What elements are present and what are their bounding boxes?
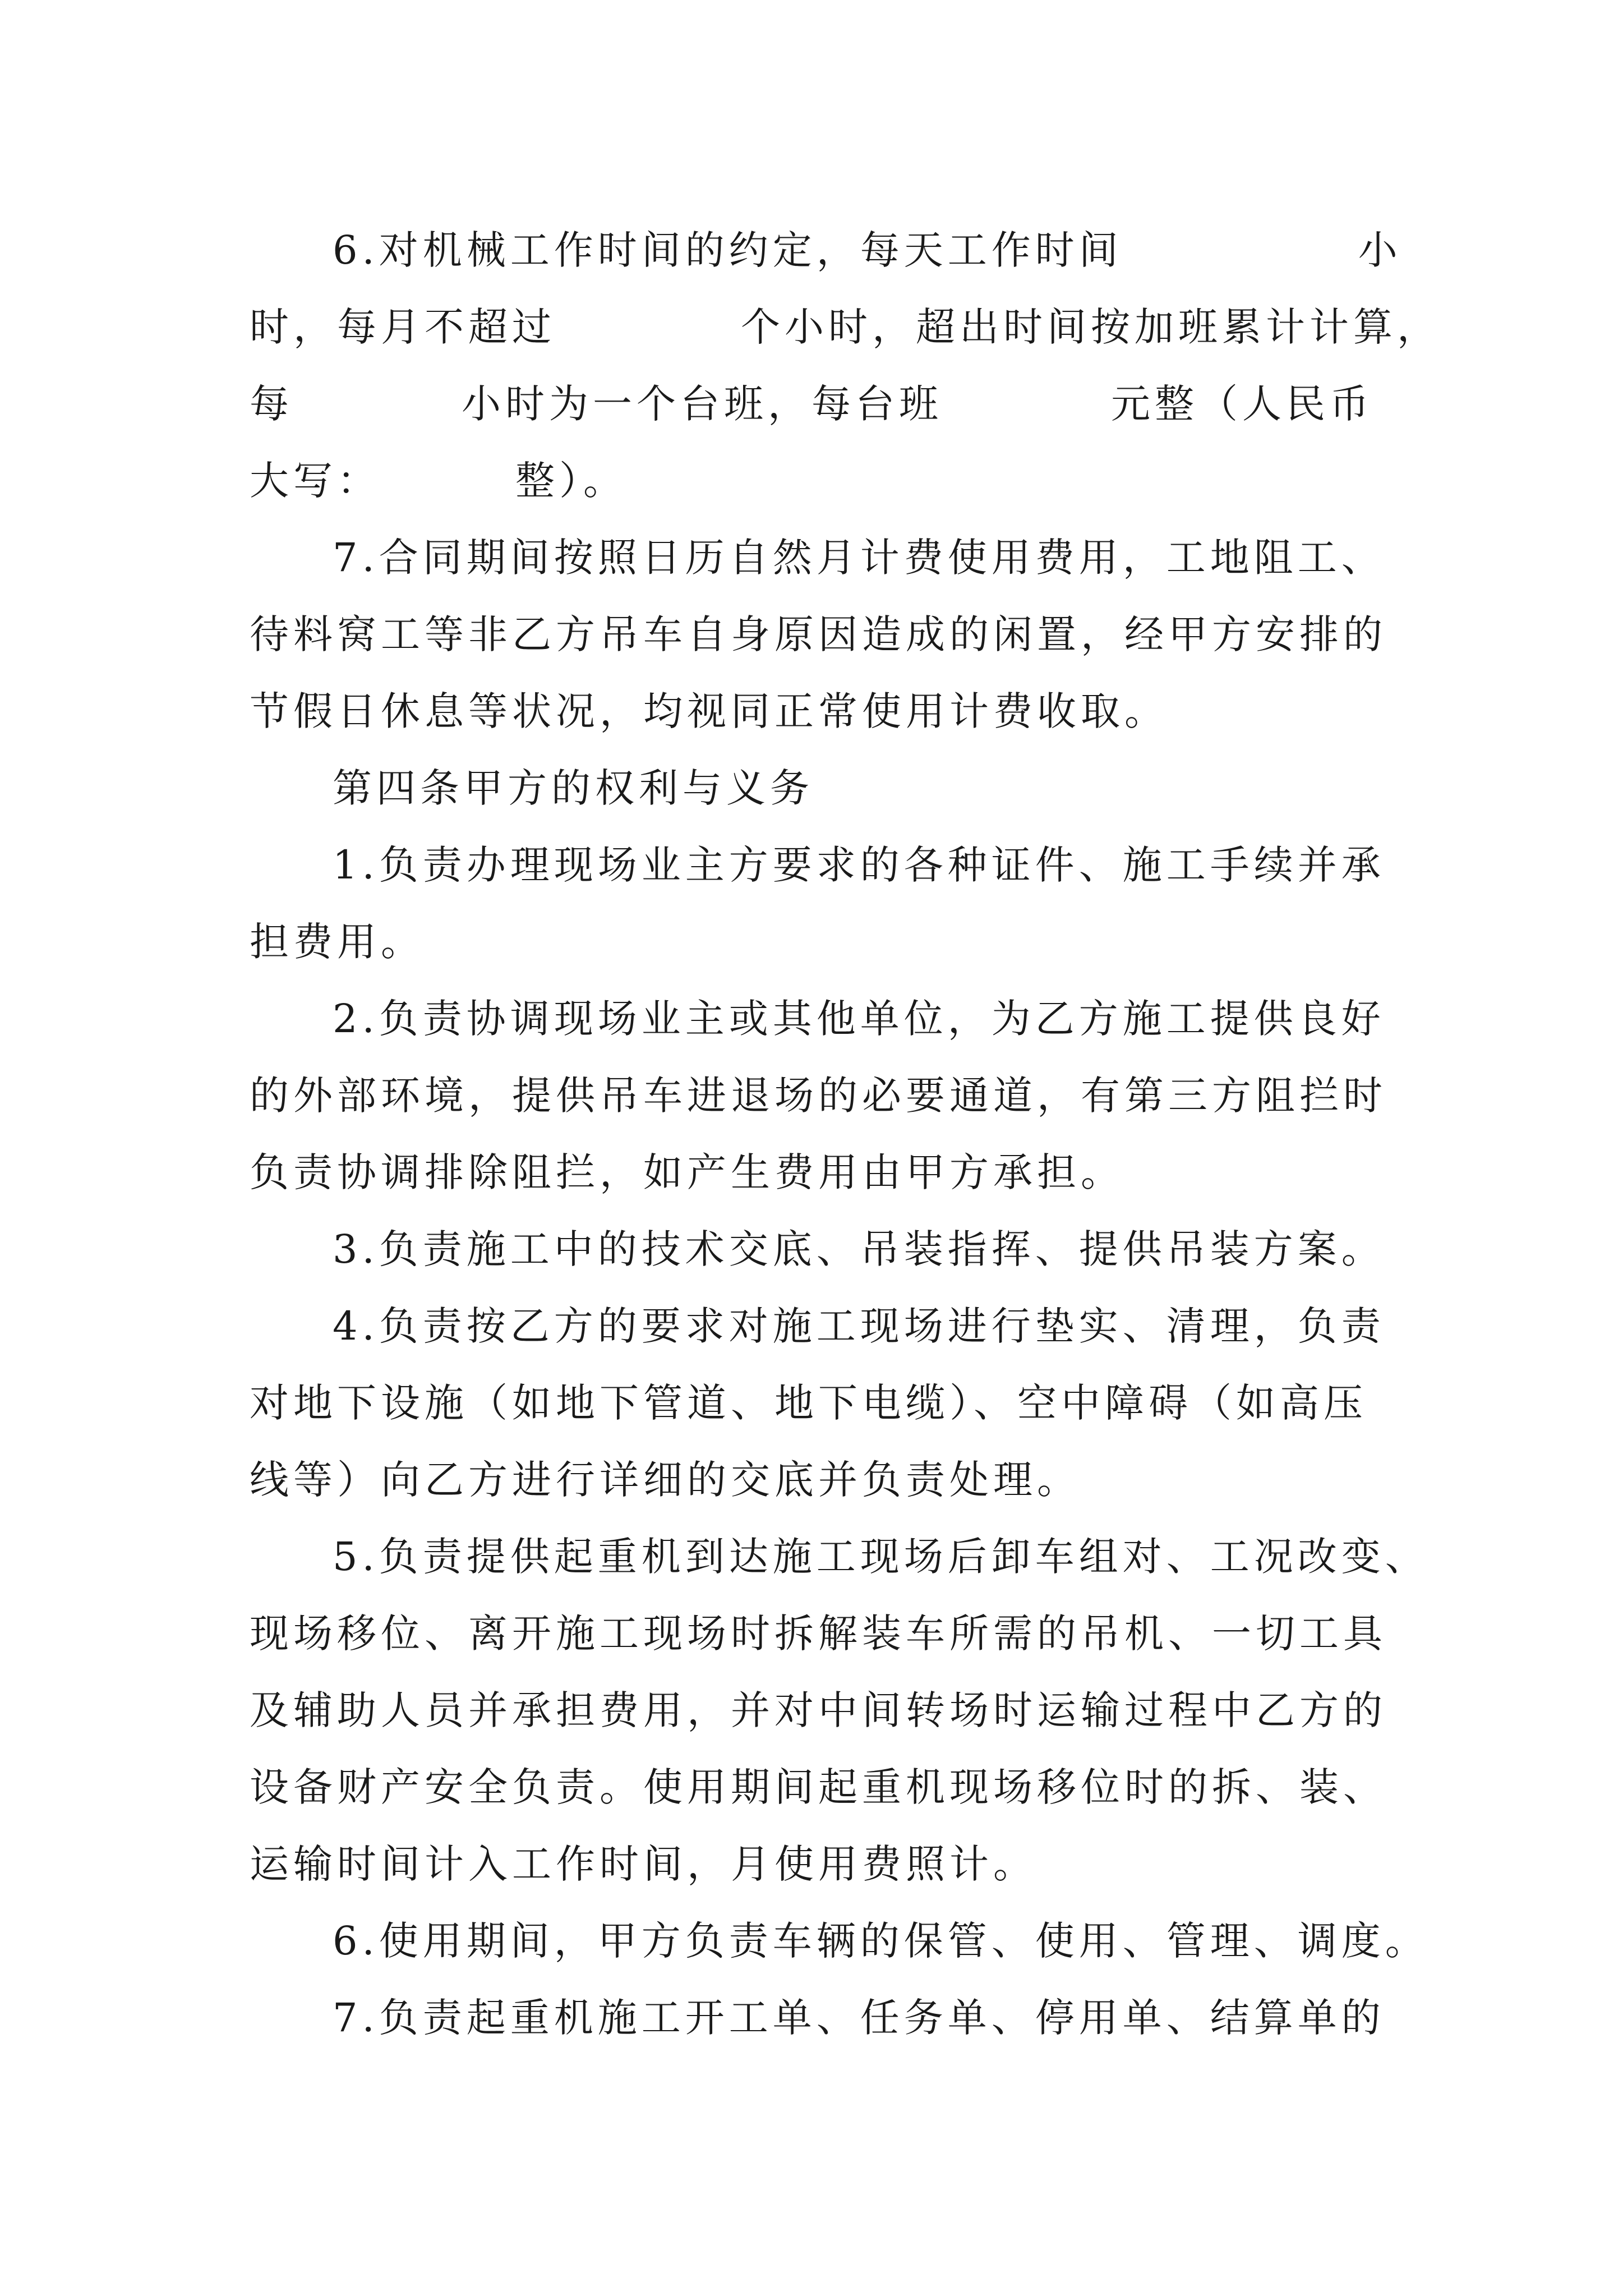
paragraph-line — [250, 443, 1388, 519]
paragraph-line: 设备财产安全负责。使用期间起重机现场移位时的拆、装、 — [250, 1764, 1387, 1810]
text-segment: 时，每月不超过 — [250, 304, 556, 350]
paragraph-line: 的外部环境，提供吊车进退场的必要通道，有第三方阻拦时 — [250, 1073, 1387, 1119]
text-segment: 每 — [250, 381, 293, 427]
text-segment: 个小时，超出时间按加班累计计算， — [741, 304, 1441, 350]
text-segment: 大写： — [250, 458, 381, 504]
text-segment: 6.对机械工作时间的约定，每天工作时间 — [333, 227, 1123, 273]
paragraph-line: 负责协调排除阻拦，如产生费用由甲方承担。 — [250, 1149, 1124, 1195]
paragraph-line: 1.负责办理现场业主方要求的各种证件、施工手续并承 — [333, 842, 1385, 888]
paragraph-line — [250, 212, 1402, 289]
paragraph-line: 运输时间计入工作时间，月使用费照计。 — [250, 1841, 1037, 1887]
paragraph-line: 2.负责协调现场业主或其他单位，为乙方施工提供良好 — [333, 996, 1385, 1042]
paragraph-line: 线等）向乙方进行详细的交底并负责处理。 — [250, 1457, 1081, 1503]
paragraph-line: 7.负责起重机施工开工单、任务单、停用单、结算单的 — [333, 1995, 1385, 2041]
paragraph-line: 3.负责施工中的技术交底、吊装指挥、提供吊装方案。 — [333, 1226, 1385, 1272]
paragraph-line: 担费用。 — [250, 919, 425, 965]
paragraph-line: 对地下设施（如地下管道、地下电缆）、空中障碍（如高压 — [250, 1380, 1367, 1426]
text-segment: 整）。 — [515, 458, 627, 504]
document-body — [250, 212, 1441, 2056]
section-heading: 第四条甲方的权利与义务 — [333, 765, 814, 811]
paragraph-line: 现场移位、离开施工现场时拆解装车所需的吊机、一切工具 — [250, 1611, 1387, 1657]
paragraph-line: 待料窝工等非乙方吊车自身原因造成的闲置，经甲方安排的 — [250, 611, 1387, 657]
paragraph-line: 及辅助人员并承担费用，并对中间转场时运输过程中乙方的 — [250, 1687, 1387, 1733]
paragraph-line: 6.使用期间，甲方负责车辆的保管、使用、管理、调度。 — [333, 1918, 1429, 1964]
paragraph-line: 节假日休息等状况，均视同正常使用计费收取。 — [250, 688, 1168, 734]
text-segment: 元整（人民币 — [1111, 381, 1373, 427]
paragraph-line: 4.负责按乙方的要求对施工现场进行垫实、清理，负责 — [333, 1303, 1385, 1349]
paragraph-line — [250, 289, 1441, 366]
text-segment: 小 — [1358, 227, 1402, 273]
paragraph-line: 7.合同期间按照日历自然月计费使用费用，工地阻工、 — [333, 535, 1385, 581]
paragraph-line — [250, 366, 1388, 443]
paragraph-line: 5.负责提供起重机到达施工现场后卸车组对、工况改变、 — [333, 1534, 1429, 1580]
text-segment: 小时为一个台班，每台班 — [462, 381, 943, 427]
